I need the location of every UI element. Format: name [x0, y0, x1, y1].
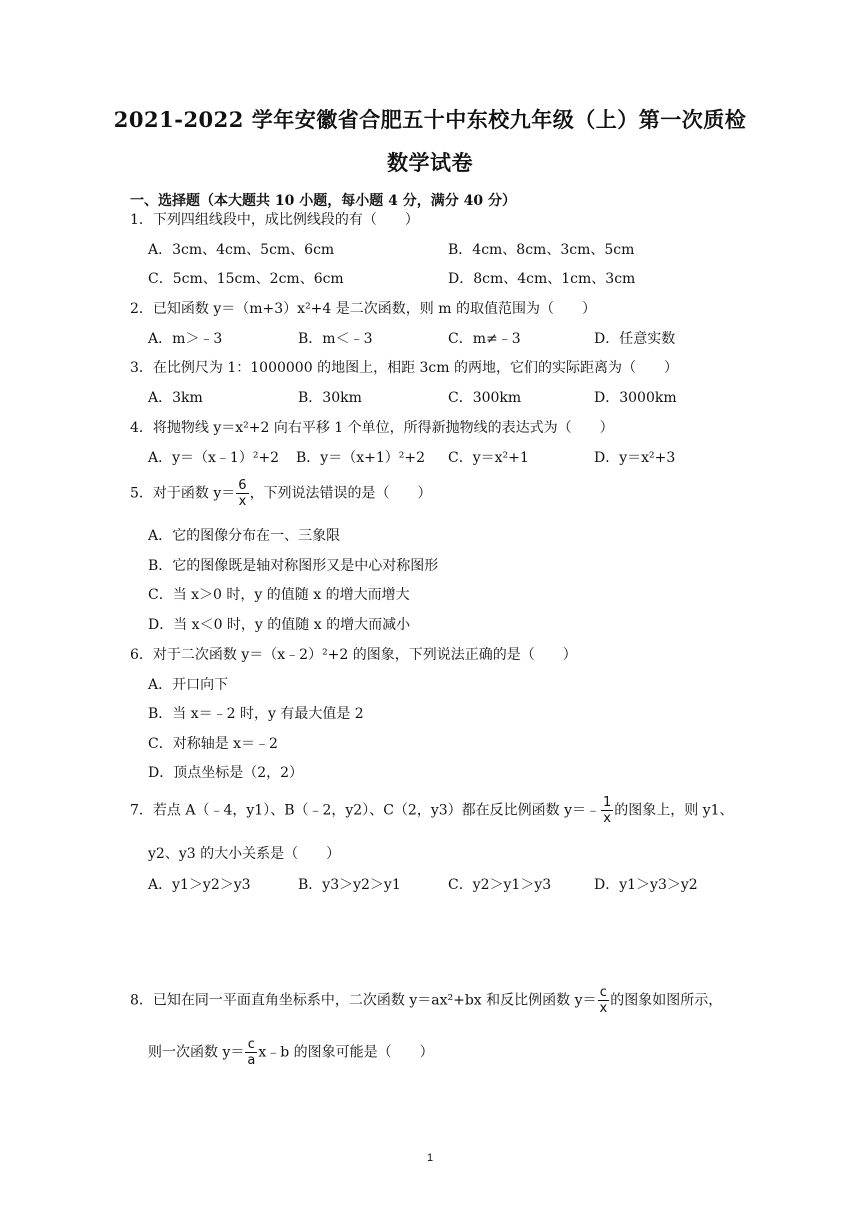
question-7-stem-line2: y2、y3 的大小关系是（ ） — [148, 846, 341, 862]
question-7-stem-pre: 7．若点 A（﹣4，y1）、B（﹣2，y2）、C（2，y3）都在反比例函数 y＝﹣ — [130, 802, 600, 819]
question-6-option-a: A．开口向下 — [148, 677, 229, 693]
question-7-fraction-denominator: x — [603, 811, 611, 826]
question-7-fraction-numerator: 1 — [603, 795, 612, 810]
question-4-stem: 4．将抛物线 y＝x²+2 向右平移 1 个单位，所得新抛物线的表达式为（ ） — [130, 420, 614, 436]
question-5-fraction-denominator: x — [238, 494, 247, 509]
question-4-option-d: D．y＝x²+3 — [594, 450, 676, 466]
question-5-option-b: B．它的图像既是轴对称图形又是中心对称图形 — [148, 558, 439, 574]
question-2-option-c: C．m≠﹣3 — [448, 331, 521, 347]
question-2-stem: 2．已知函数 y＝（m+3）x²+4 是二次函数，则 m 的取值范围为（ ） — [130, 301, 596, 317]
question-6-stem: 6．对于二次函数 y＝（x﹣2）²+2 的图象，下列说法正确的是（ ） — [130, 647, 577, 663]
question-1-option-c: C．5cm、15cm、2cm、6cm — [148, 271, 344, 287]
question-3-option-c: C．300km — [448, 390, 522, 406]
question-8-line2-fraction — [245, 1037, 257, 1068]
question-8-stem — [130, 985, 722, 1016]
question-8-fraction-numerator: c — [598, 985, 610, 1001]
question-4-option-b: B．y＝（x+1）²+2 — [296, 450, 425, 466]
question-8-stem-post: 的图象如图所示， — [610, 992, 723, 1009]
question-6-option-c: C．对称轴是 x＝﹣2 — [148, 736, 278, 752]
question-5-stem-post: ，下列说法错误的是（ ） — [249, 485, 432, 502]
question-3-option-d: D．3000km — [594, 390, 677, 406]
question-8-stem-pre: 8．已知在同一平面直角坐标系中，二次函数 y＝ax²+bx 和反比例函数 y＝ — [130, 992, 597, 1009]
question-8-line2-post: x﹣b 的图象可能是（ ） — [258, 1044, 434, 1061]
question-8-fraction-denominator: x — [599, 1001, 608, 1016]
question-6-option-b: B．当 x＝﹣2 时，y 有最大值是 2 — [148, 706, 364, 722]
question-5-stem — [130, 478, 432, 509]
question-1-option-a: A．3cm、4cm、5cm、6cm — [148, 242, 335, 258]
question-2-option-a: A．m＞﹣3 — [148, 331, 223, 347]
question-7-stem — [130, 795, 734, 826]
question-7-option-d: D．y1＞y3＞y2 — [594, 877, 698, 893]
question-5-fraction-numerator: 6 — [238, 478, 247, 493]
question-7-fraction — [601, 795, 613, 826]
question-7-option-c: C．y2＞y1＞y3 — [448, 877, 552, 893]
question-3-stem: 3．在比例尺为 1：1000000 的地图上，相距 3cm 的两地，它们的实际距离为（ ） — [130, 360, 678, 376]
page-number: 1 — [426, 1152, 434, 1164]
question-5-option-a: A．它的图像分布在一、三象限 — [148, 528, 341, 544]
question-7-option-a: A．y1＞y2＞y3 — [148, 877, 251, 893]
question-1-option-b: B．4cm、8cm、3cm、5cm — [448, 242, 635, 258]
question-1-option-d: D．8cm、4cm、1cm、3cm — [448, 271, 636, 287]
exam-title-line1: 2021-2022 学年安徽省合肥五十中东校九年级（上）第一次质检 — [113, 107, 747, 132]
question-1-stem: 1．下列四组线段中，成比例线段的有（ ） — [130, 212, 419, 228]
question-2-option-b: B．m＜﹣3 — [298, 331, 373, 347]
question-2-option-d: D．任意实数 — [594, 331, 676, 347]
question-3-option-b: B．30km — [298, 390, 362, 406]
question-8-fraction — [598, 985, 610, 1016]
question-8-line2-fraction-numerator: c — [245, 1037, 257, 1053]
section-heading: 一、选择题（本大题共 10 小题，每小题 4 分，满分 40 分） — [130, 193, 516, 209]
question-4-option-c: C．y＝x²+1 — [448, 450, 529, 466]
question-8-stem-line2 — [148, 1037, 434, 1068]
question-7-stem-post: 的图象上，则 y1、 — [614, 802, 734, 819]
question-5-option-c: C．当 x＞0 时，y 的值随 x 的增大而增大 — [148, 587, 410, 603]
question-8-line2-pre: 则一次函数 y＝ — [148, 1044, 245, 1061]
question-5-fraction — [236, 478, 248, 509]
question-5-stem-pre: 5．对于函数 y＝ — [130, 485, 236, 502]
question-6-option-d: D．顶点坐标是（2，2） — [148, 765, 304, 781]
question-8-line2-fraction-denominator: a — [247, 1053, 256, 1068]
question-3-option-a: A．3km — [148, 390, 203, 406]
question-4-option-a: A．y＝（x﹣1）²+2 — [148, 450, 280, 466]
question-7-option-b: B．y3＞y2＞y1 — [298, 877, 401, 893]
question-5-option-d: D．当 x＜0 时，y 的值随 x 的增大而减小 — [148, 617, 411, 633]
exam-title-line2: 数学试卷 — [387, 150, 473, 175]
